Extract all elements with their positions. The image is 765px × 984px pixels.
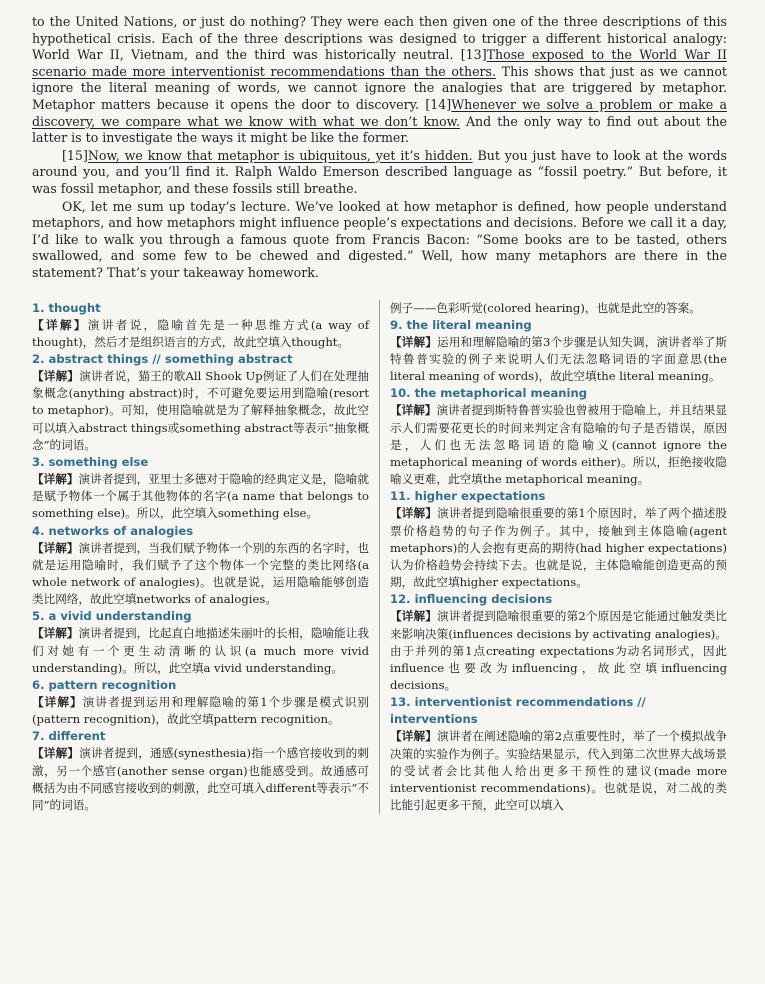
answer-item bbox=[32, 728, 369, 814]
explanation-text: 演讲者说，猫王的歌All Shook Up例证了人们在处理抽象概念(anything abstract)时，不可避免要运用到隐喻(resort to metaphor)。可知，使用隐喻就是为了解释抽象概念，故此空可以填入abstract things或something abstract等表示“抽象概念”的词语。 bbox=[32, 368, 369, 452]
detail-tag: 【详解】 bbox=[32, 368, 80, 383]
answer-item bbox=[32, 677, 369, 728]
answer-item bbox=[32, 351, 369, 454]
answer-explanation bbox=[390, 728, 727, 814]
explanation-text: 演讲者在阐述隐喻的第2点重要性时，举了一个模拟战争决策的实验作为例子。实验结果显示，代入到第二次世界大战场景的受试者会比其他人给出更多干预性的建议(made more interventionist recommendations)。也就是说，对二战的类比能引起更多干预，此空可以填入 bbox=[390, 729, 727, 813]
answer-explanation bbox=[32, 368, 369, 454]
underlined-sentence-14: Whenever we solve a problem or make a discovery, we compare what we know with what we don’t know. bbox=[32, 96, 727, 129]
detail-tag: 【详解】 bbox=[32, 746, 80, 761]
detail-tag: 【详解】 bbox=[32, 694, 83, 709]
explanation-text: 演讲者提到隐喻很重要的第1个原因时，举了两个描述股票价格趋势的句子作为例子。其中，接触到主体隐喻(agent metaphors)的人会抱有更高的期待(had higher expectations)认为价格趋势会持续下去。也就是说，主体隐喻能创造更高的预期，故此空填higher expectations。 bbox=[390, 506, 727, 590]
text-run: [15] bbox=[62, 147, 88, 163]
underlined-sentence-13: Those exposed to the World War II scenario made more interventionist recommendations than the others. bbox=[32, 47, 727, 79]
answer-explanations bbox=[32, 300, 727, 815]
explanation-text: 演讲者提到运用和理解隐喻的第1个步骤是模式识别(pattern recognition)，故此空填pattern recognition。 bbox=[32, 694, 369, 727]
text-run: And the only way to find out about the latter is to investigate the ways it might be like the former. bbox=[32, 113, 728, 146]
column-divider bbox=[379, 300, 380, 815]
detail-tag: 【详解】 bbox=[32, 540, 79, 555]
answer-continuation bbox=[390, 300, 727, 317]
answer-title: 11. higher expectations bbox=[390, 489, 546, 504]
detail-tag: 【详解】 bbox=[390, 729, 438, 744]
answer-title: 5. a vivid understanding bbox=[32, 609, 192, 624]
explanation-text: 演讲者提到，当我们赋予物体一个别的东西的名字时，也就是运用隐喻时，我们赋予了这个物体一个完整的类比网络(a whole network of analogies)。也就是说，运用隐喻能够创造类比网络，故此空填networks of analogies。 bbox=[32, 540, 369, 607]
answer-item bbox=[390, 317, 727, 386]
explanation-text: 演讲者提到斯特鲁普实验也曾被用于隐喻上，并且结果显示人们需要花更长的时间来判定含有隐喻的句子是否错误，原因是，人们也无法忽略词语的隐喻义(cannot ignore the metaphorical meaning of words either)。所以，拒绝接收隐喻义更难，此空填the metaphorical meaning。 bbox=[390, 403, 727, 487]
left-column bbox=[32, 300, 369, 815]
explanation-text: 运用和理解隐喻的第3个步骤是认知失调，演讲者举了斯特鲁普实验的例子来说明人们无法忽略词语的字面意思(the literal meaning of words)，故此空填the literal meaning。 bbox=[390, 334, 727, 384]
explanation-text: 演讲者提到，通感(synesthesia)指一个感官接收到的刺激，另一个感官(another sense organ)也能感受到。故通感可概括为由不同感官接收到的刺激，此空可填入different等表示“不同”的词语。 bbox=[32, 746, 369, 812]
detail-tag: 【详解】 bbox=[32, 626, 79, 641]
answer-explanation bbox=[32, 694, 369, 728]
answer-item bbox=[390, 591, 727, 694]
answer-item bbox=[390, 385, 727, 488]
detail-tag: 【详解】 bbox=[32, 471, 79, 486]
answer-title: 10. the metaphorical meaning bbox=[390, 386, 588, 401]
explanation-text: 演讲者提到，亚里士多德对于隐喻的经典定义是，隐喻就是赋予物体一个属于其他物体的名字(a name that belongs to something else)。所以，此空填入something else。 bbox=[32, 471, 369, 521]
answer-explanation bbox=[32, 317, 369, 351]
detail-tag: 【详解】 bbox=[390, 609, 438, 624]
underlined-sentence-15: Now, we know that metaphor is ubiquitous, yet it’s hidden. bbox=[87, 147, 473, 163]
paragraph-2 bbox=[32, 148, 727, 198]
answer-title: 7. different bbox=[32, 729, 106, 744]
answer-explanation bbox=[390, 505, 727, 591]
continued-explanation: 例子——色彩听觉(colored hearing)，也就是此空的答案。 bbox=[390, 300, 701, 315]
answer-item bbox=[32, 300, 369, 351]
answer-explanation bbox=[390, 608, 727, 694]
text-run: This shows that just as we cannot ignore the literal meaning of words, we cannot ignore the analogies that are triggered by metaphor. Metaphor matters because it opens the door to discovery. [14] bbox=[32, 63, 727, 112]
answer-explanation bbox=[32, 745, 369, 814]
answer-explanation bbox=[32, 540, 369, 609]
explanation-text: 演讲者提到，比起直白地描述朱丽叶的长相，隐喻能让我们对她有一个更生动清晰的认识(a much more vivid understanding)。所以，此空填a vivid understanding。 bbox=[32, 626, 369, 675]
answer-title: 12. influencing decisions bbox=[390, 592, 553, 607]
detail-tag: 【详解】 bbox=[390, 403, 437, 418]
text-run: But you just have to look at the words around you, and you’ll find it. Ralph Waldo Emerson described language as “fossil poetry.” But before, it was fossil metaphor, and these fossils still breathe. bbox=[32, 147, 727, 196]
paragraph-1 bbox=[32, 14, 727, 147]
answer-title: 2. abstract things // something abstract bbox=[32, 351, 293, 366]
answer-title: 1. thought bbox=[32, 300, 101, 315]
answer-item bbox=[390, 488, 727, 591]
right-column bbox=[390, 300, 727, 815]
answer-title: 3. something else bbox=[32, 454, 149, 469]
detail-tag: 【详解】 bbox=[390, 334, 438, 349]
answer-explanation bbox=[390, 334, 727, 386]
answer-explanation bbox=[32, 625, 369, 677]
answer-item bbox=[32, 523, 369, 609]
lecture-transcript bbox=[32, 14, 727, 282]
text-run: to the United Nations, or just do nothing? They were each then given one of the three descriptions of this hypothetical crisis. Each of the three descriptions was designed to trigger a different historical analogy: World War II, Vietnam, and the third was historically neutral. [13] bbox=[32, 14, 727, 63]
detail-tag: 【详解】 bbox=[32, 317, 88, 332]
answer-title: 4. networks of analogies bbox=[32, 523, 194, 538]
answer-item bbox=[32, 454, 369, 523]
answer-title: 13. interventionist recommendations // interventions bbox=[390, 695, 646, 727]
answer-explanation bbox=[32, 471, 369, 523]
explanation-text: 演讲者说，隐喻首先是一种思维方式(a way of thought)，然后才是组织语言的方式，故此空填入thought。 bbox=[32, 317, 369, 349]
answer-item bbox=[32, 608, 369, 677]
answer-item bbox=[390, 694, 727, 814]
explanation-text: 演讲者提到隐喻很重要的第2个原因是它能通过触发类比来影响决策(influences decisions by activating analogies)。由于并列的第1点creating expectations为动名词形式，因此influence也要改为influencing，故此空填influencing decisions。 bbox=[390, 609, 727, 693]
answer-explanation bbox=[390, 402, 727, 488]
detail-tag: 【详解】 bbox=[390, 506, 438, 521]
paragraph-3: OK, let me sum up today’s lecture. We’ve looked at how metaphor is defined, how people understand metaphors, and how metaphors might influence people’s expectations and decisions. Before we call it a day, I’d like to walk you through a famous quote from Francis Bacon: “Some books are to be tasted, others swallowed, and some few to be chewed and digested.” Well, how many metaphors are there in the statement? That’s your takeaway homework. bbox=[32, 198, 727, 280]
answer-title: 9. the literal meaning bbox=[390, 317, 532, 332]
answer-title: 6. pattern recognition bbox=[32, 677, 177, 692]
